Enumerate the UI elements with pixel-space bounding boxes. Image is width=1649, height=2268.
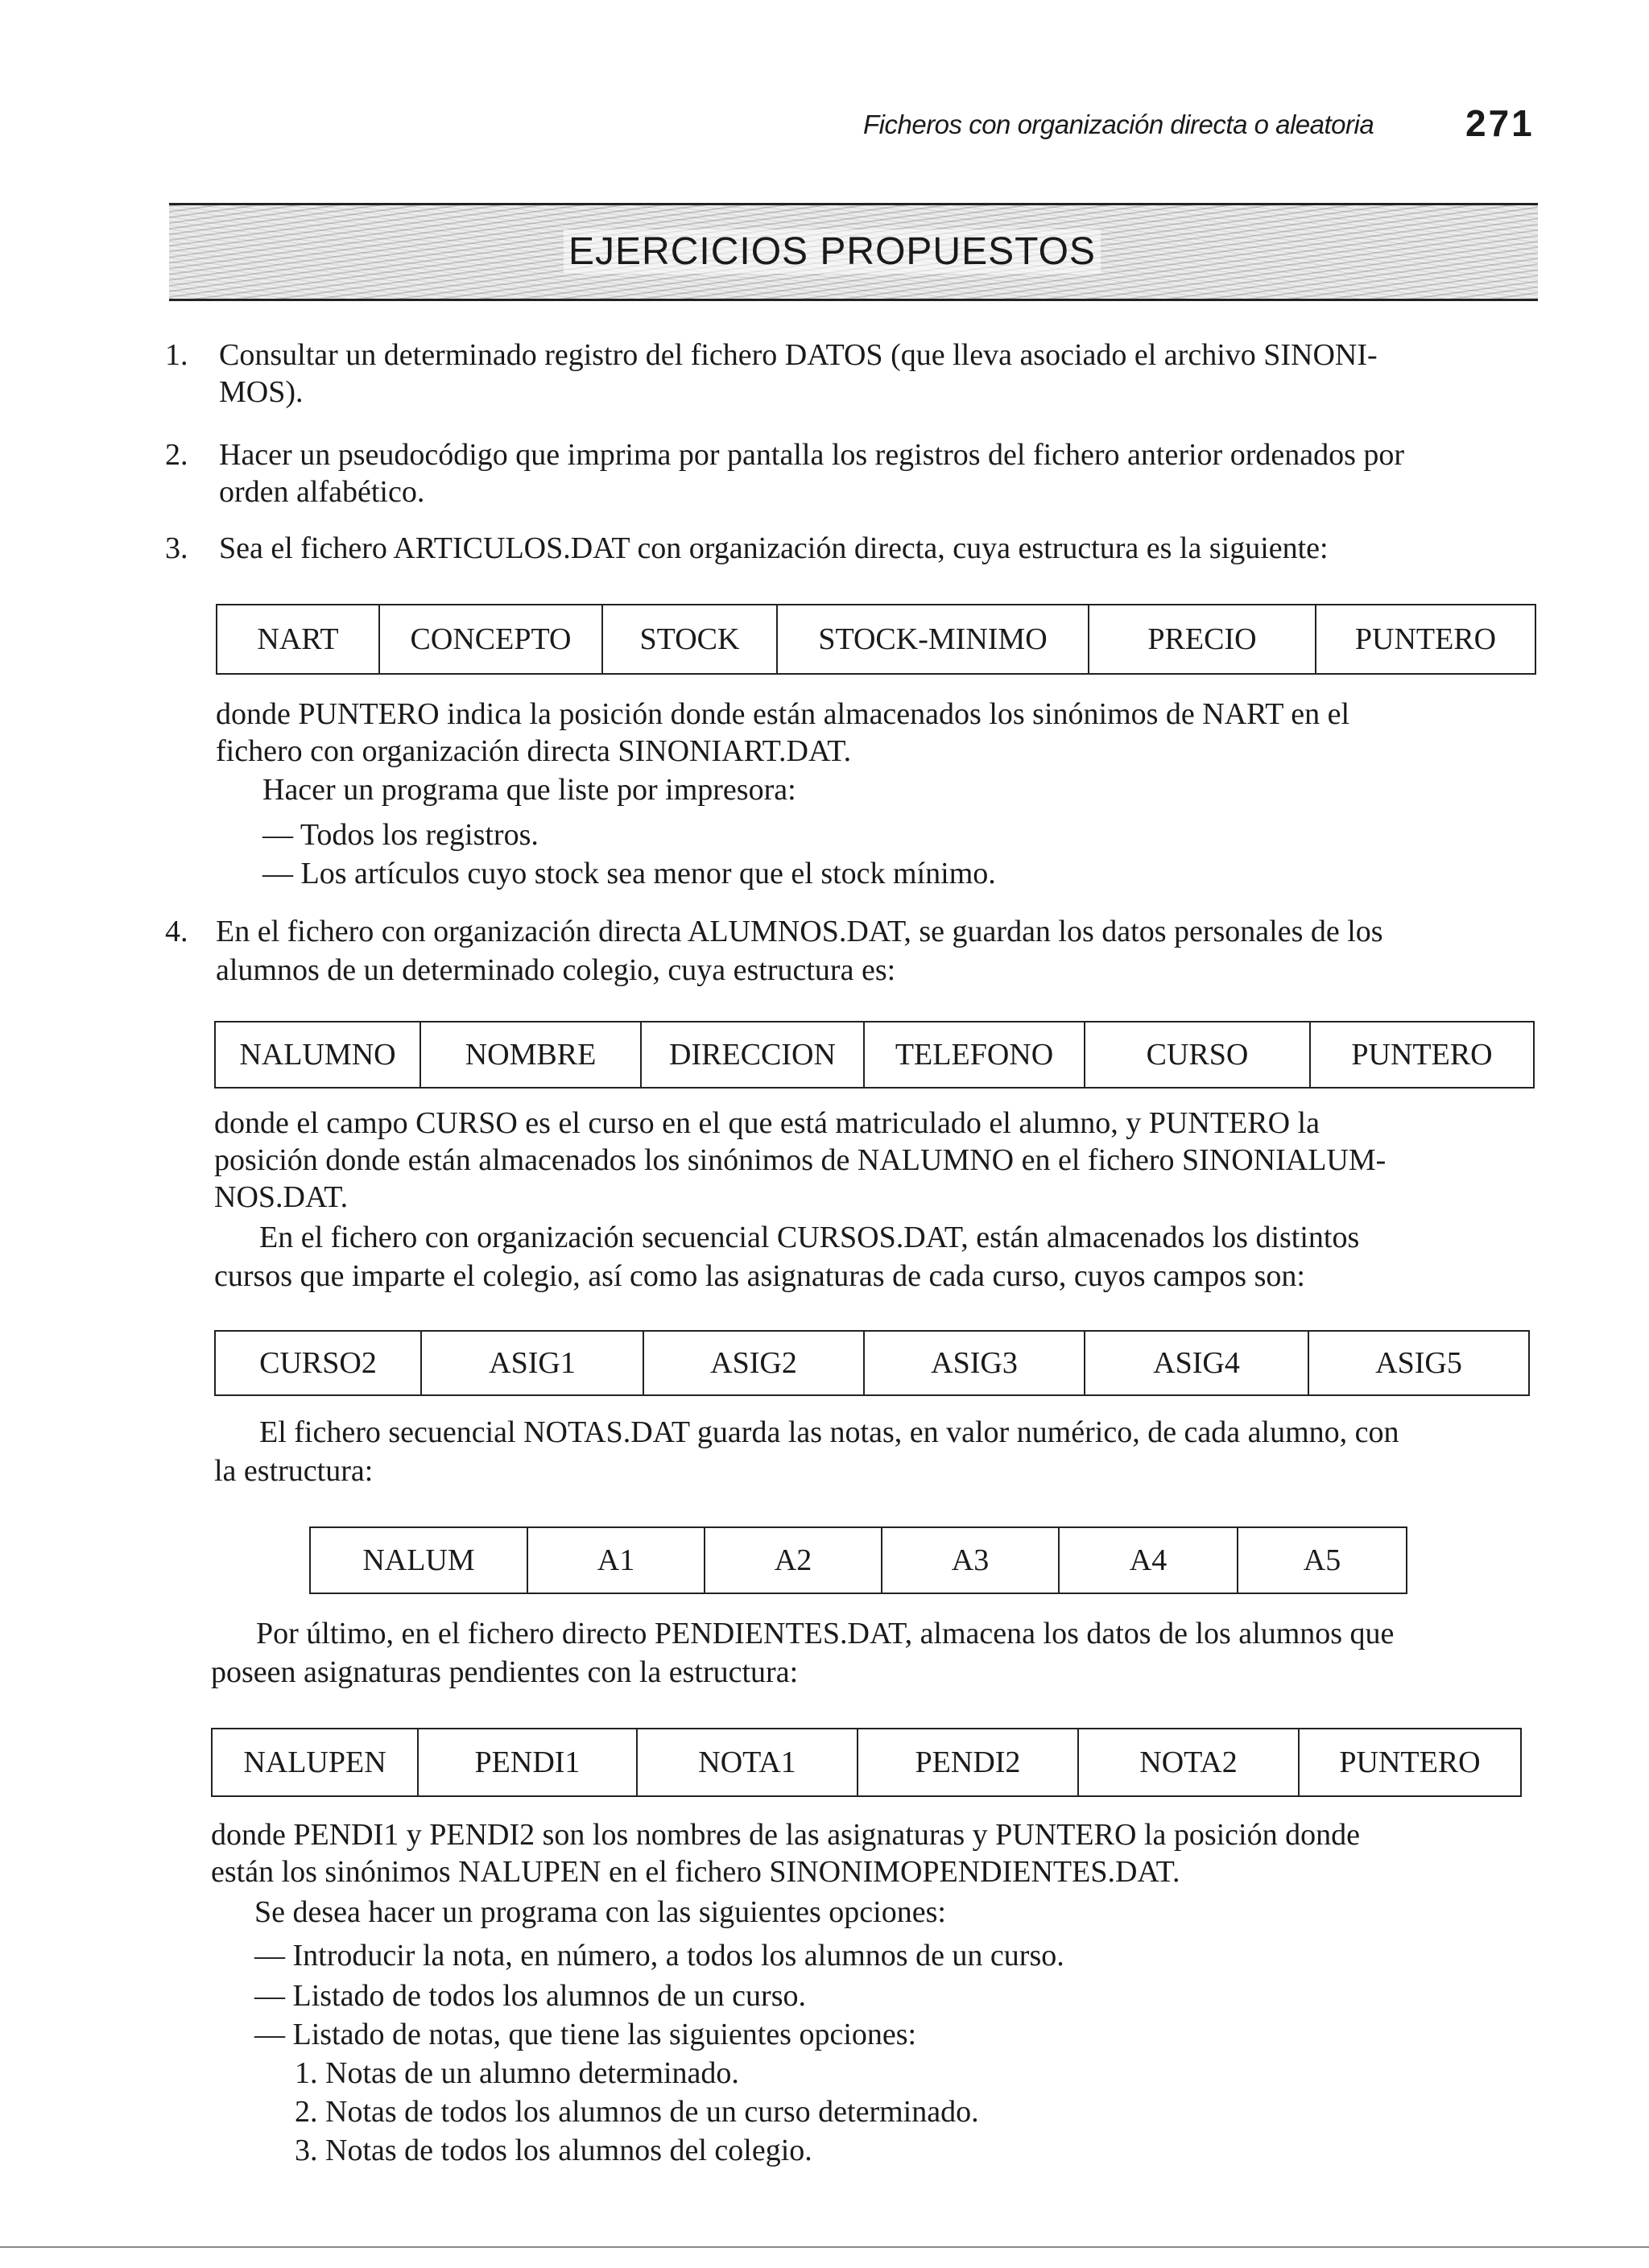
- exercise-4-suboption-1: 1. Notas de un alumno determinado.: [295, 2056, 739, 2090]
- field-cell: NOTA2: [1078, 1729, 1299, 1796]
- field-cell: ASIG1: [421, 1331, 643, 1395]
- exercise-3-item-1: — Todos los registros.: [262, 818, 539, 852]
- table-row: [212, 1729, 1521, 1796]
- exercise-4-task: Se desea hacer un programa con las siguientes opciones:: [254, 1895, 946, 1929]
- exercise-4-intro-line-1: En el fichero con organización directa ALUMNOS.DAT, se guardan los datos personales de los: [216, 915, 1383, 948]
- exercise-4-number: 4.: [165, 915, 188, 948]
- field-cell: ASIG4: [1085, 1331, 1308, 1395]
- exercise-4-cursos-line-1: En el fichero con organización secuencial CURSOS.DAT, están almacenados los distintos: [259, 1221, 1360, 1254]
- field-cell: STOCK: [602, 605, 777, 674]
- field-cell: PENDI1: [418, 1729, 637, 1796]
- exercise-4-notas-line-1: El fichero secuencial NOTAS.DAT guarda las notas, en valor numérico, de cada alumno, con: [259, 1415, 1399, 1449]
- field-cell: NALUM: [362, 1543, 475, 1577]
- field-cell: A5: [1238, 1527, 1407, 1593]
- exercise-2-number: 2.: [165, 438, 188, 472]
- field-cell: STOCK-MINIMO: [777, 605, 1089, 674]
- exercise-1-number: 1.: [165, 338, 188, 372]
- field-cell: PUNTERO: [1310, 1022, 1534, 1088]
- exercise-4-pendientes-line-1: Por último, en el fichero directo PENDIENTES.DAT, almacena los datos de los alumnos que: [256, 1617, 1395, 1650]
- exercise-4-after1-line-2: posición donde están almacenados los sinónimos de NALUMNO en el fichero SINONIALUM-: [214, 1143, 1387, 1177]
- field-cell: NOTA1: [637, 1729, 858, 1796]
- exercise-2-line-1: Hacer un pseudocódigo que imprima por pantalla los registros del fichero anterior ordenados por: [219, 438, 1405, 472]
- exercise-3-after-line-1: donde PUNTERO indica la posición donde están almacenados los sinónimos de NART en el: [216, 697, 1350, 731]
- exercise-4-intro-line-2: alumnos de un determinado colegio, cuya estructura es:: [216, 953, 896, 987]
- exercise-4-pendientes-line-2: poseen asignaturas pendientes con la estructura:: [211, 1655, 799, 1689]
- field-cell: ASIG2: [643, 1331, 864, 1395]
- table-row: [215, 1022, 1534, 1088]
- pendientes-structure-table: [211, 1728, 1522, 1797]
- field-cell: A3: [882, 1527, 1059, 1593]
- field-cell: CURSO: [1085, 1022, 1310, 1088]
- field-cell: NART: [257, 622, 339, 656]
- field-cell: ASIG5: [1308, 1331, 1529, 1395]
- exercise-4-after4-line-1: donde PENDI1 y PENDI2 son los nombres de las asignaturas y PUNTERO la posición donde: [211, 1818, 1360, 1852]
- exercise-1-line-2: MOS).: [219, 375, 304, 409]
- page-number: 271: [1465, 102, 1535, 144]
- field-cell: A1: [527, 1527, 705, 1593]
- exercise-2-line-2: orden alfabético.: [219, 475, 425, 509]
- cursos-structure-table: [214, 1330, 1530, 1396]
- field-cell: CURSO2: [259, 1346, 377, 1380]
- field-cell: NOMBRE: [420, 1022, 641, 1088]
- field-cell: NALUMNO: [239, 1038, 396, 1072]
- field-cell: A2: [705, 1527, 882, 1593]
- field-cell: TELEFONO: [864, 1022, 1085, 1088]
- exercise-4-option-1: — Introducir la nota, en número, a todos los alumnos de un curso.: [254, 1939, 1064, 1973]
- field-cell: PUNTERO: [1299, 1729, 1521, 1796]
- field-cell: CONCEPTO: [379, 605, 602, 674]
- field-cell: A4: [1059, 1527, 1238, 1593]
- table-row: [310, 1527, 1407, 1593]
- exercise-4-cursos-line-2: cursos que imparte el colegio, así como las asignaturas de cada curso, cuyos campos son:: [214, 1259, 1305, 1293]
- exercise-4-after1-line-1: donde el campo CURSO es el curso en el que está matriculado el alumno, y PUNTERO la: [214, 1106, 1320, 1140]
- exercise-3-item-2: — Los artículos cuyo stock sea menor que el stock mínimo.: [262, 857, 996, 890]
- field-cell: PRECIO: [1089, 605, 1316, 674]
- exercise-1-line-1: Consultar un determinado registro del fichero DATOS (que lleva asociado el archivo SINONI-: [219, 338, 1378, 372]
- exercise-4-suboption-3: 3. Notas de todos los alumnos del colegio.: [295, 2134, 812, 2167]
- exercise-4-after1-line-3: NOS.DAT.: [214, 1180, 349, 1214]
- exercise-4-suboption-2: 2. Notas de todos los alumnos de un curso determinado.: [295, 2095, 979, 2129]
- section-title: EJERCICIOS PROPUESTOS: [564, 229, 1101, 274]
- articulos-structure-table: [216, 604, 1536, 675]
- alumnos-structure-table: [214, 1021, 1535, 1089]
- field-cell: PUNTERO: [1316, 605, 1535, 674]
- footer-rule: [0, 2246, 1649, 2248]
- field-cell: NALUPEN: [243, 1745, 386, 1779]
- exercise-4-notas-line-2: la estructura:: [214, 1454, 374, 1488]
- exercise-3-task: Hacer un programa que liste por impresora:: [262, 773, 796, 807]
- table-row: [215, 1331, 1529, 1395]
- exercise-3-after-line-2: fichero con organización directa SINONIART.DAT.: [216, 734, 852, 768]
- field-cell: PENDI2: [858, 1729, 1078, 1796]
- exercise-3-number: 3.: [165, 531, 188, 565]
- exercise-4-option-2: — Listado de todos los alumnos de un curso.: [254, 1979, 806, 2013]
- exercise-4-option-3: — Listado de notas, que tiene las siguientes opciones:: [254, 2018, 917, 2051]
- table-row: [217, 605, 1535, 674]
- notas-structure-table: [309, 1526, 1407, 1594]
- field-cell: DIRECCION: [641, 1022, 864, 1088]
- running-title: Ficheros con organización directa o aleatoria: [863, 109, 1374, 139]
- exercise-3-intro: Sea el fichero ARTICULOS.DAT con organización directa, cuya estructura es la siguiente:: [219, 531, 1329, 565]
- field-cell: ASIG3: [864, 1331, 1085, 1395]
- exercise-4-after4-line-2: están los sinónimos NALUPEN en el fichero SINONIMOPENDIENTES.DAT.: [211, 1855, 1180, 1889]
